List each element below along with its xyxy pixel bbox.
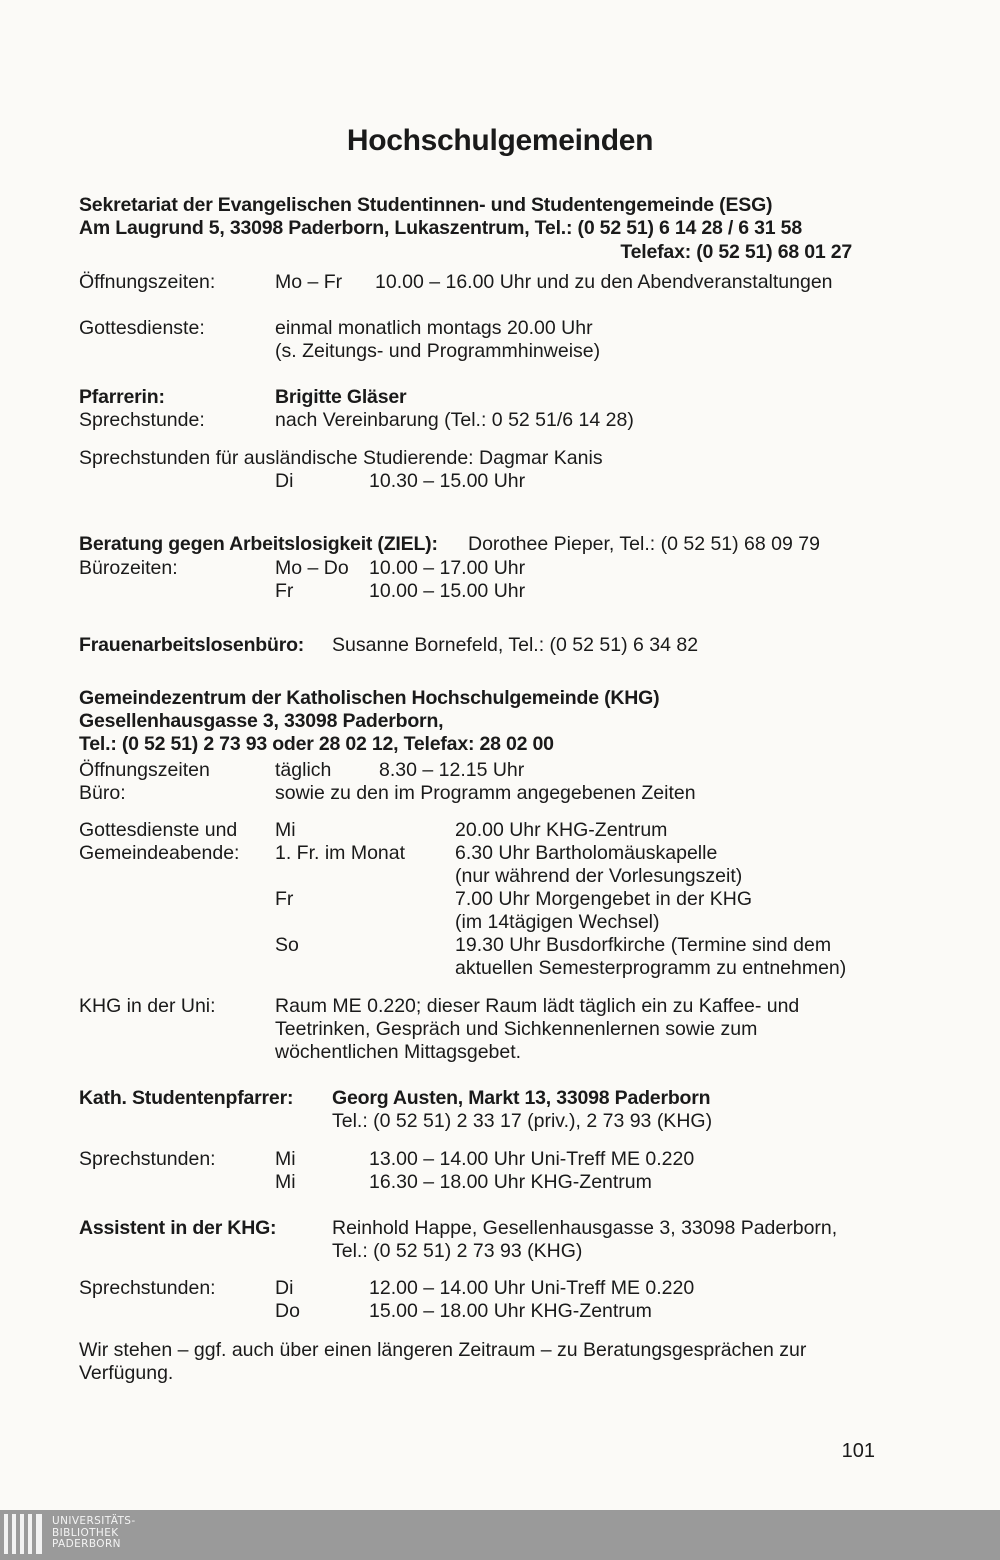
khg-heading: Gemeindezentrum der Katholischen Hochschulgemeinde (KHG) — [79, 687, 660, 709]
closing-text: Wir stehen – ggf. auch über einen längeren Zeitraum – zu Beratungsgesprächen zur — [79, 1339, 807, 1361]
esg-intl-day: Di — [275, 470, 294, 492]
khg-opening-days: täglich — [275, 759, 332, 781]
khg-assistant-name: Reinhold Happe, Gesellenhausgasse 3, 33098 Paderborn, — [332, 1217, 838, 1239]
khg-service-day: Fr — [275, 888, 294, 910]
khg-service-day: Mi — [275, 819, 296, 841]
khg-priest-name: Georg Austen, Markt 13, 33098 Paderborn — [332, 1087, 711, 1109]
khg-phone: Tel.: (0 52 51) 2 73 93 oder 28 02 12, Telefax: 28 02 00 — [79, 733, 554, 755]
khg-office-label: Büro: — [79, 782, 126, 804]
page-number: 101 — [841, 1440, 875, 1462]
library-line: PADERBORN — [52, 1538, 121, 1550]
esg-services-line: einmal monatlich montags 20.00 Uhr — [275, 317, 593, 339]
ziel-contact: Dorothee Pieper, Tel.: (0 52 51) 68 09 79 — [468, 533, 820, 555]
khg-service-day: 1. Fr. im Monat — [275, 842, 406, 864]
ziel-row1-days: Mo – Do — [275, 557, 349, 579]
khg-assistant-hours-day: Di — [275, 1277, 294, 1299]
khg-service-day: So — [275, 934, 299, 956]
library-line: UNIVERSITÄTS- — [52, 1515, 136, 1527]
khg-priest-hours-day: Mi — [275, 1148, 296, 1170]
khg-assistant-hours-label: Sprechstunden: — [79, 1277, 216, 1299]
esg-consult-value: nach Vereinbarung (Tel.: 0 52 51/6 14 28) — [275, 409, 634, 431]
ziel-row2-days: Fr — [275, 580, 294, 602]
khg-priest-tel: Tel.: (0 52 51) 2 33 17 (priv.), 2 73 93 (KHG) — [332, 1110, 713, 1132]
khg-address: Gesellenhausgasse 3, 33098 Paderborn, — [79, 710, 444, 732]
khg-service-time: 7.00 Uhr Morgengebet in der KHG — [455, 888, 752, 910]
khg-uni-line: Teetrinken, Gespräch und Sichkennenlernen sowie zum — [275, 1018, 758, 1040]
khg-assistant-hours-time: 15.00 – 18.00 Uhr KHG-Zentrum — [369, 1300, 652, 1322]
khg-opening-extra: sowie zu den im Programm angegebenen Zeiten — [275, 782, 696, 804]
library-logo-icon — [4, 1514, 44, 1556]
library-footer — [0, 1510, 1000, 1560]
esg-intl-time: 10.30 – 15.00 Uhr — [369, 470, 526, 492]
khg-opening-time: 8.30 – 12.15 Uhr — [379, 759, 525, 781]
esg-opening-label: Öffnungszeiten: — [79, 271, 216, 293]
khg-priest-hours-label: Sprechstunden: — [79, 1148, 216, 1170]
esg-services-note: (s. Zeitungs- und Programmhinweise) — [275, 340, 601, 362]
page-title: Hochschulgemeinden — [346, 124, 654, 157]
ziel-row2-time: 10.00 – 15.00 Uhr — [369, 580, 526, 602]
library-logo-text — [52, 1516, 136, 1551]
esg-pastor-name: Brigitte Gläser — [275, 386, 407, 408]
khg-service-time: 19.30 Uhr Busdorfkirche (Termine sind dem — [455, 934, 832, 956]
frauen-heading: Frauenarbeitslosenbüro: — [79, 634, 305, 656]
khg-service-time: 6.30 Uhr Bartholomäuskapelle — [455, 842, 718, 864]
esg-heading: Sekretariat der Evangelischen Studentinnen- und Studentengemeinde (ESG) — [79, 194, 773, 216]
esg-services-label: Gottesdienste: — [79, 317, 205, 339]
khg-services-label-2: Gemeindeabende: — [79, 842, 240, 864]
ziel-office-label: Bürozeiten: — [79, 557, 178, 579]
khg-opening-label: Öffnungszeiten — [79, 759, 210, 781]
khg-priest-hours-time: 13.00 – 14.00 Uhr Uni-Treff ME 0.220 — [369, 1148, 695, 1170]
khg-services-label: Gottesdienste und — [79, 819, 238, 841]
esg-address: Am Laugrund 5, 33098 Paderborn, Lukaszentrum, Tel.: (0 52 51) 6 14 28 / 6 31 58 — [79, 217, 802, 239]
khg-assistant-hours-day: Do — [275, 1300, 300, 1322]
khg-service-note: (im 14tägigen Wechsel) — [455, 911, 660, 933]
khg-priest-hours-time: 16.30 – 18.00 Uhr KHG-Zentrum — [369, 1171, 652, 1193]
library-line: BIBLIOTHEK — [52, 1526, 119, 1539]
esg-intl-line: Sprechstunden für ausländische Studierende: Dagmar Kanis — [79, 447, 603, 469]
esg-fax: Telefax: (0 52 51) 68 01 27 — [620, 241, 852, 263]
khg-assistant-hours-time: 12.00 – 14.00 Uhr Uni-Treff ME 0.220 — [369, 1277, 695, 1299]
frauen-contact: Susanne Bornefeld, Tel.: (0 52 51) 6 34 82 — [332, 634, 699, 656]
closing-text-2: Verfügung. — [79, 1362, 174, 1384]
khg-uni-line: Raum ME 0.220; dieser Raum lädt täglich ein zu Kaffee- und — [275, 995, 800, 1017]
khg-uni-label: KHG in der Uni: — [79, 995, 216, 1017]
ziel-row1-time: 10.00 – 17.00 Uhr — [369, 557, 526, 579]
ziel-heading: Beratung gegen Arbeitslosigkeit (ZIEL): — [79, 533, 438, 555]
esg-consult-label: Sprechstunde: — [79, 409, 205, 431]
khg-priest-label: Kath. Studentenpfarrer: — [79, 1087, 294, 1109]
esg-opening-days: Mo – Fr — [275, 271, 343, 293]
khg-service-time: 20.00 Uhr KHG-Zentrum — [455, 819, 668, 841]
khg-assistant-label: Assistent in der KHG: — [79, 1217, 277, 1239]
khg-priest-hours-day: Mi — [275, 1171, 296, 1193]
esg-opening-time: 10.00 – 16.00 Uhr und zu den Abendveranstaltungen — [375, 271, 833, 293]
khg-uni-line: wöchentlichen Mittagsgebet. — [275, 1041, 522, 1063]
khg-service-note: (nur während der Vorlesungszeit) — [455, 865, 743, 887]
esg-pastor-label: Pfarrerin: — [79, 386, 165, 408]
khg-assistant-tel: Tel.: (0 52 51) 2 73 93 (KHG) — [332, 1240, 583, 1262]
khg-service-note: aktuellen Semesterprogramm zu entnehmen) — [455, 957, 847, 979]
